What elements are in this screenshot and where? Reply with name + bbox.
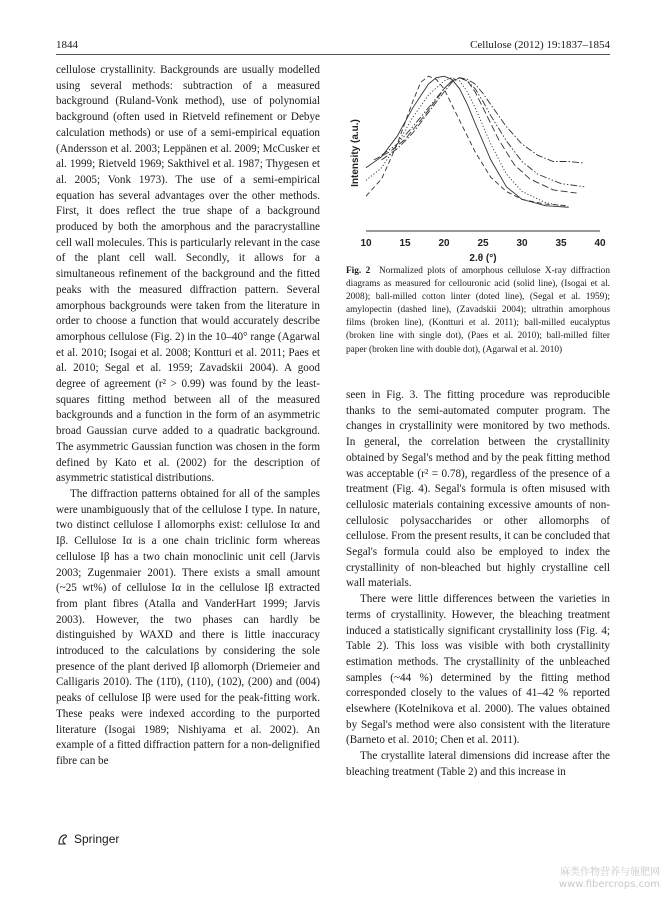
header-rule xyxy=(56,54,610,55)
paragraph-3: seen in Fig. 3. The fitting procedure was reproducible thanks to the semi-automated computer program. The changes in crystallinity were monitored by two methods. In general, the correlation between the crystallinity obtained by Segal's method and by the peak fitting method was acceptable (r² = 0.78), regardless of the presence of a treatment (Fig. 4). Segal's formula is often misused with cellulosic materials containing excessive amounts of non-cellulosic polysaccharides or other allomorphs of cellulose. From the present results, it can be concluded that Segal's formula could also be employed to index the crystallinity of non-bleached but highly crystalline cell wall materials. xyxy=(346,389,610,590)
watermark-line-2: www.fibercrops.com xyxy=(558,879,660,890)
publisher-name: Springer xyxy=(74,832,120,846)
x-tick-label: 35 xyxy=(555,238,567,249)
x-tick-label: 30 xyxy=(516,238,528,249)
left-column xyxy=(56,63,320,770)
y-axis-label: Intensity (a.u.) xyxy=(350,119,361,187)
x-tick-label: 25 xyxy=(477,238,489,249)
x-axis-label: 2.θ (°) xyxy=(469,253,497,263)
x-tick-label: 40 xyxy=(594,238,606,249)
x-tick-label: 15 xyxy=(399,238,411,249)
x-tick-label: 10 xyxy=(360,238,372,249)
series-line-broken xyxy=(374,78,577,193)
caption-label: Fig. 2 xyxy=(346,266,371,276)
series-line-solid xyxy=(366,76,569,207)
caption-text: Normalized plots of amorphous cellulose X-ray diffraction diagrams as measured for cellouronic acid (solid line), (Isogai et al. 2008); ball-milled cotton linter (doted line), (Segal et al. 1959); amylopectin (dashed line), (Zavadskii 2004); ultrathin amorphous films (broken line), (Kontturi et al. 2011); ball-milled eucalyptus (broken line with single dot), (Paes et al. 2010); ball-milled filter paper (broken line with double dot), (Agarwal et al. 2010) xyxy=(346,266,610,355)
watermark xyxy=(559,867,660,891)
series-line-dash-dot xyxy=(382,78,585,163)
right-column xyxy=(346,388,610,781)
paragraph-5: The crystallite lateral dimensions did increase after the bleaching treatment (Table 2) and this increase in xyxy=(346,750,610,778)
series-line-dashed xyxy=(366,76,569,206)
series-line-dotted xyxy=(366,78,569,208)
diffraction-chart xyxy=(346,63,610,263)
journal-header: Cellulose (2012) 19:1837–1854 xyxy=(470,39,610,51)
springer-horse-icon xyxy=(56,832,70,846)
footer xyxy=(56,832,119,846)
figure-caption xyxy=(346,265,610,357)
paragraph-2: The diffraction patterns obtained for all of the samples were unambiguously that of the cellulose I type. In nature, two distinct cellulose I allomorphs exist: cellulose Iα and Iβ. Cellulose Iα is a one chain triclinic form whereas cellulose Iβ has a two chain monoclinic unit cell (Jarvis 2003; Zugenmaier 2001). There exists a small amount (~25 wt%) of cellulose Iα in the cellulose Iβ extracted from plant fibres (Atalla and VanderHart 1999; Jarvis 2003). However, the two phases can hardly be distinguished by WAXD and there is little inaccuracy introduced to the calculations by considering the sole presence of the plant derived Iβ allomorph (Driemeier and Calligaris 2010). The (11̄0), (110), (102), (200) and (004) peaks of cellulose Iβ were used for the peak-fitting work. These peaks were indexed according to the purported literature (Isogai 1989; Nishiyama et al. 2002). An example of a fitted diffraction pattern for a non-delignified fibre can be xyxy=(56,487,320,767)
figure-2 xyxy=(346,63,610,263)
paragraph-1: cellulose crystallinity. Backgrounds are usually modelled using several methods: subtraction of a measured background (Ruland-Vonk method), use of polynomial background (often used in Rietveld refinement or Debye calculation methods) or use of a semi-empirical equation (Andersson et al. 2003; Leppänen et al. 2009; McCusker et al. 1999; Rietveld 1969; Sakthivel et al. 1987; Thygesen et al. 2005; Vonk 1973). The use of a semi-empirical equation has several advantages over the other methods. First, it does reflect the true shape of a background produced by both the amorphous and the paracrystalline cell wall molecules. This is particularly relevant in the case of the plant cell wall. Secondly, it allows for a simultaneous refinement of the background and the fitted peaks with the measured diffraction pattern. Several amorphous backgrounds were taken from the literature in order to choose a function that would accurately describe amorphous cellulose (Fig. 2) in the 10–40° range (Agarwal et al. 2010; Isogai et al. 2008; Kontturi et al. 2011; Paes et al. 2010; Segal et al. 1959; Zavadskii 2004). A good degree of agreement (r² > 0.99) was found by the least-squares fitting method between all of the measured backgrounds and a function in the form of an asymmetric broad Gaussian curve added to a quadratic background. The asymmetric Gaussian function was chosen in the form defined by Kato et al. (2002) for the description of asymmetric statistical distributions. xyxy=(56,64,320,485)
x-tick-label: 20 xyxy=(438,238,450,249)
watermark-line-1: 麻类作物营养与施肥网 xyxy=(560,867,660,878)
page-number: 1844 xyxy=(56,39,78,51)
paragraph-4: There were little differences between the varieties in terms of crystallinity. However, the bleaching treatment induced a statistically significant crystallinity loss (Fig. 4; Table 2). This loss was visible with both crystallinity estimation methods. The crystallinity of the unbleached samples (~44 %) determined by the fitting method corresponded closely to the values of 41–42 % reported elsewhere (Kotelnikova et al. 2000). The values obtained by Segal's method were also consistent with the literature (Barneto et al. 2010; Chen et al. 2011). xyxy=(346,593,610,747)
